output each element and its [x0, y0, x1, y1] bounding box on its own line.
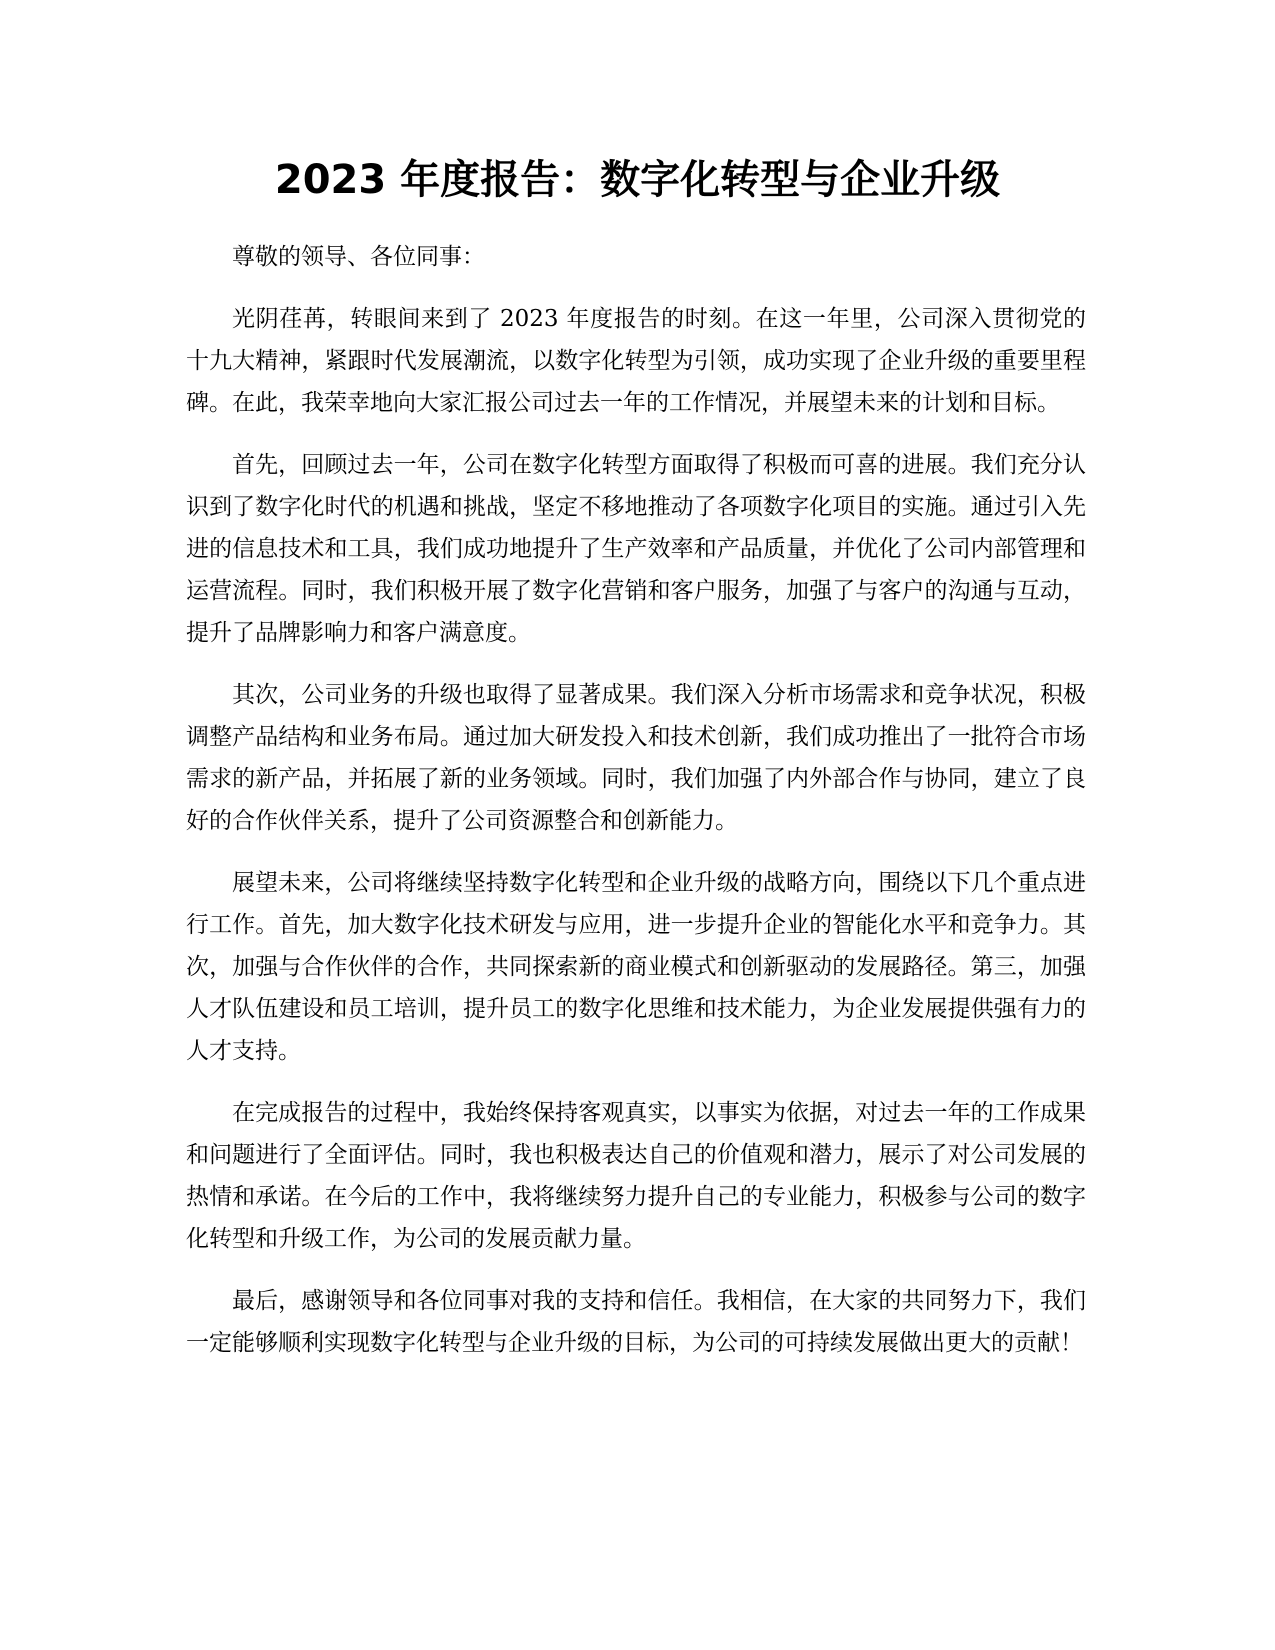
paragraph-business-upgrade: 其次，公司业务的升级也取得了显著成果。我们深入分析市场需求和竞争状况，积极调整产品结构和业务布局。通过加大研发投入和技术创新，我们成功推出了一批符合市场需求的新产品，并拓展了新的业务领域。同时，我们加强了内外部合作与协同，建立了良好的合作伙伴关系，提升了公司资源整合和创新能力。	[186, 682, 1086, 834]
document-body	[186, 236, 1086, 1384]
paragraph-greeting: 尊敬的领导、各位同事：	[232, 244, 485, 270]
paragraph-introduction: 光阴荏苒，转眼间来到了 2023 年度报告的时刻。在这一年里，公司深入贯彻党的十九大精神，紧跟时代发展潮流，以数字化转型为引领，成功实现了企业升级的重要里程碑。在此，我荣幸地向大家汇报公司过去一年的工作情况，并展望未来的计划和目标。	[186, 306, 1086, 416]
paragraph-outlook: 展望未来，公司将继续坚持数字化转型和企业升级的战略方向，围绕以下几个重点进行工作。首先，加大数字化技术研发与应用，进一步提升企业的智能化水平和竞争力。其次，加强与合作伙伴的合作，共同探索新的商业模式和创新驱动的发展路径。第三，加强人才队伍建设和员工培训，提升员工的数字化思维和技术能力，为企业发展提供强有力的人才支持。	[186, 870, 1086, 1064]
paragraph-review: 首先，回顾过去一年，公司在数字化转型方面取得了积极而可喜的进展。我们充分认识到了数字化时代的机遇和挑战，坚定不移地推动了各项数字化项目的实施。通过引入先进的信息技术和工具，我们成功地提升了生产效率和产品质量，并优化了公司内部管理和运营流程。同时，我们积极开展了数字化营销和客户服务，加强了与客户的沟通与互动，提升了品牌影响力和客户满意度。	[186, 452, 1086, 646]
paragraph-self-assessment: 在完成报告的过程中，我始终保持客观真实，以事实为依据，对过去一年的工作成果和问题进行了全面评估。同时，我也积极表达自己的价值观和潜力，展示了对公司发展的热情和承诺。在今后的工作中，我将继续努力提升自己的专业能力，积极参与公司的数字化转型和升级工作，为公司的发展贡献力量。	[186, 1100, 1086, 1252]
paragraph-closing: 最后，感谢领导和各位同事对我的支持和信任。我相信，在大家的共同努力下，我们一定能够顺利实现数字化转型与企业升级的目标，为公司的可持续发展做出更大的贡献！	[186, 1288, 1086, 1356]
document-title: 2023 年度报告：数字化转型与企业升级	[274, 157, 1001, 203]
